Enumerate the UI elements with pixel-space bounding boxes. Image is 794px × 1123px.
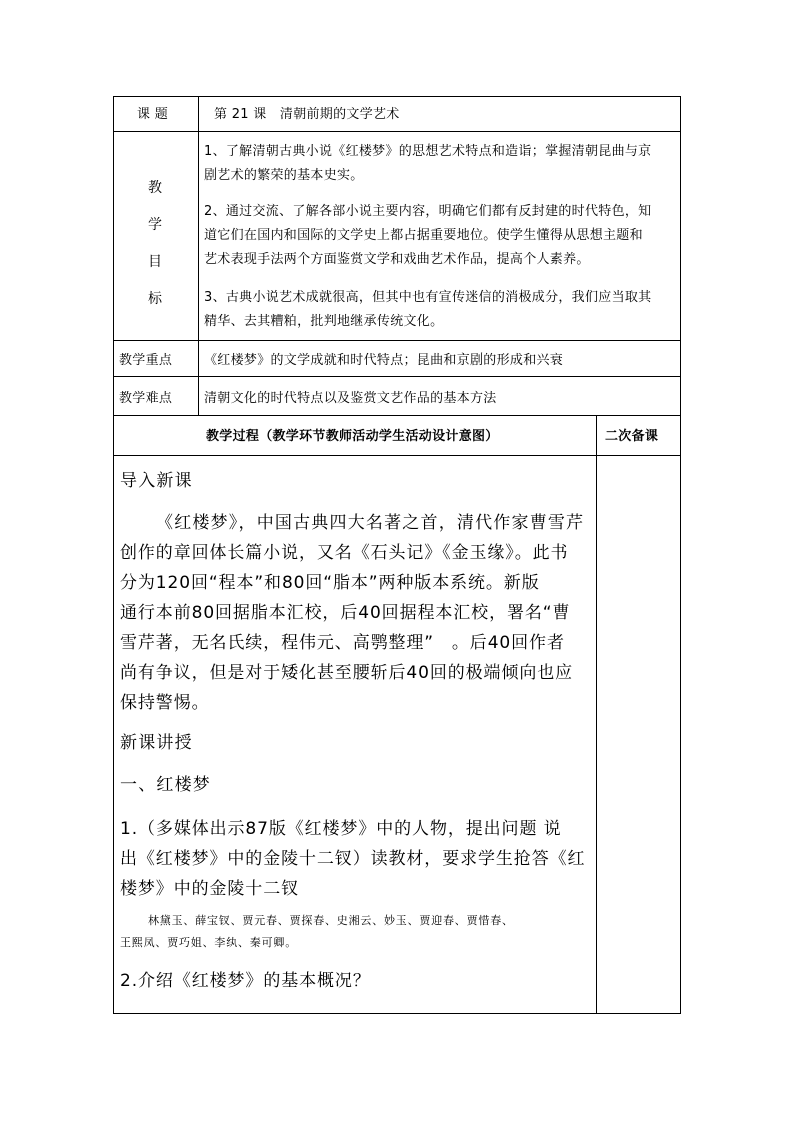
table-border-left — [113, 96, 114, 1014]
intro-heading: 导入新课 — [120, 471, 193, 491]
intro-paragraph-line-7: 保持警惕。 — [120, 693, 210, 713]
intro-paragraph-line-2: 创作的章回体长篇小说，又名《石头记》《金玉缘》。此书 — [120, 543, 569, 563]
item-1-line-1: 1.（多媒体出示87版《红楼梦》中的人物，提出问题 说 — [120, 819, 562, 839]
intro-paragraph-line-1: 《红楼梦》，中国古典四大名著之首，清代作家曹雪芹 — [156, 513, 585, 533]
names-line-2: 王熙凤、贾巧姐、李纨、秦可卿。 — [120, 936, 297, 949]
objectives-label-char-1: 教 — [148, 180, 162, 196]
difficulties-label: 教学难点 — [119, 391, 173, 406]
label-column-divider — [198, 96, 199, 416]
key-points-label: 教学重点 — [119, 353, 173, 368]
objectives-label-char-2: 学 — [148, 217, 162, 233]
objective-1-line-2: 剧艺术的繁荣的基本史实。 — [204, 168, 364, 183]
objective-3-line-2: 精华、去其糟粕，批判地继承传统文化。 — [204, 314, 444, 329]
notes-header: 二次备课 — [605, 429, 659, 444]
difficulties-value: 清朝文化的时代特点以及鉴赏文艺作品的基本方法 — [204, 391, 497, 406]
item-2-line: 2.介绍《红楼梦》的基本概况？ — [120, 971, 371, 991]
objective-2-line-3: 艺术表现手法两个方面鉴赏文学和戏曲艺术作品，提高个人素养。 — [204, 252, 590, 267]
intro-paragraph-line-5: 雪芹著，无名氏续，程伟元、高鹗整理” 。后40回作者 — [120, 633, 565, 653]
intro-paragraph-line-4: 通行本前80回据脂本汇校，后40回据程本汇校，署名“曹 — [120, 603, 571, 623]
intro-paragraph-line-6: 尚有争议，但是对于矮化甚至腰斩后40回的极端倾向也应 — [120, 663, 574, 683]
key-points-value: 《红楼梦》的文学成就和时代特点；昆曲和京剧的形成和兴衰 — [204, 353, 564, 368]
intro-paragraph-line-3: 分为120回“程本”和80回“脂本”两种版本系统。新版 — [120, 573, 540, 593]
objective-3-line-1: 3、古典小说艺术成就很高，但其中也有宣传迷信的消极成分，我们应当取其 — [204, 290, 652, 305]
item-1-line-3: 楼梦》中的金陵十二钗 — [120, 879, 299, 899]
item-1-line-2: 出《红楼梦》中的金陵十二钗）读教材，要求学生抢答《红 — [120, 849, 586, 869]
section-1-heading: 一、红楼梦 — [120, 775, 211, 795]
objective-1-line-1: 1、了解清朝古典小说《红楼梦》的思想艺术特点和造诣；掌握清朝昆曲与京 — [204, 144, 652, 159]
objectives-label-char-3: 目 — [148, 254, 162, 270]
objective-2-line-2: 道它们在国内和国际的文学史上都占据重要地位。使学生懂得从思想主题和 — [204, 228, 643, 243]
process-header: 教学过程（教学环节教师活动学生活动设计意图） — [206, 429, 499, 444]
table-border-right — [680, 96, 681, 1014]
notes-column-divider — [596, 415, 597, 1014]
topic-value: 第 21 课 清朝前期的文学艺术 — [214, 107, 400, 122]
topic-label: 课 题 — [137, 107, 169, 122]
new-lesson-heading: 新课讲授 — [120, 733, 193, 753]
objectives-label-char-4: 标 — [148, 291, 162, 307]
names-line-1: 林黛玉、薛宝钗、贾元春、贾探春、史湘云、妙玉、贾迎春、贾惜春、 — [148, 914, 514, 927]
objective-2-line-1: 2、通过交流、了解各部小说主要内容，明确它们都有反封建的时代特色，知 — [204, 204, 652, 219]
